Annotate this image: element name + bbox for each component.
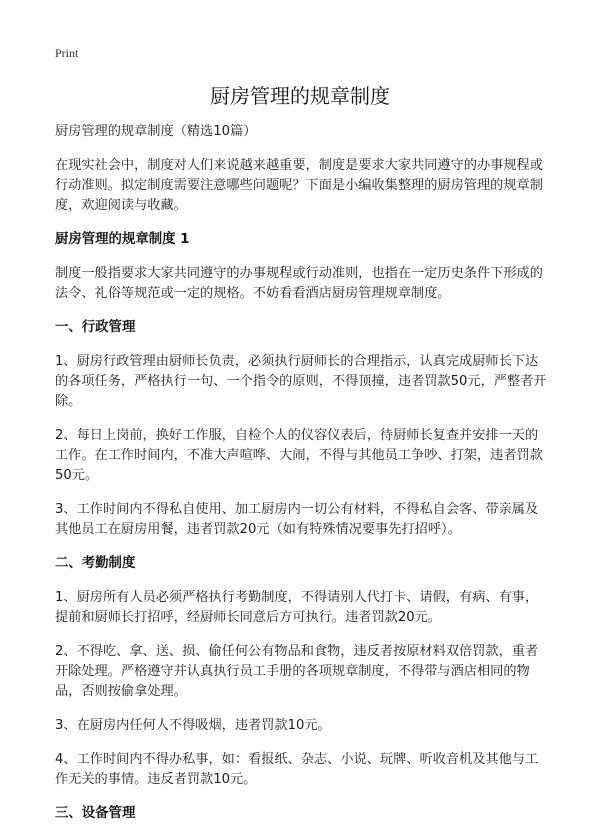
print-link[interactable]: Print: [55, 46, 79, 60]
part-heading-attendance: 二、考勤制度: [55, 556, 136, 571]
section-1-intro: 制度一般指要求大家共同遵守的办事规程或行动准则，也指在一定历史条件下形成的法令、礼俗等规范或一定的规格。不妨看看酒店厨房管理规章制度。: [55, 266, 543, 301]
document-body: [55, 122, 550, 838]
attendance-rule-3: 3、在厨房内任何人不得吸烟，违者罚款10元。: [55, 718, 331, 733]
part-heading-admin: 一、行政管理: [55, 320, 136, 335]
admin-rule-1: 1、厨房行政管理由厨师长负责，必须执行厨师长的合理指示，认真完成厨师长下达的各项任务，严格执行一句、一个指令的原则，不得顶撞，违者罚款50元，严整者开除。: [55, 354, 547, 409]
document-subtitle: 厨房管理的规章制度（精选10篇）: [55, 124, 257, 139]
attendance-rule-2: 2、不得吃、拿、送、损、偷任何公有物品和食物，违反者按原材料双倍罚款，重者开除处理。严格遵守并认真执行员工手册的各项规章制度，不得带与酒店相同的物品，否则按偷拿处理。: [55, 644, 539, 699]
document-title: 厨房管理的规章制度: [210, 84, 390, 108]
attendance-rule-1: 1、厨房所有人员必须严格执行考勤制度，不得请别人代打卡、请假，有病、有事，提前和厨师长打招呼，经厨师长同意后方可执行。违者罚款20元。: [55, 590, 539, 625]
admin-rule-3: 3、工作时间内不得私自使用、加工厨房内一切公有材料，不得私自会客、带亲属及其他员工在厨房用餐，违者罚款20元（如有特殊情况要事先打招呼）。: [55, 502, 539, 537]
attendance-rule-4: 4、工作时间内不得办私事，如：看报纸、杂志、小说、玩牌、听收音机及其他与工作无关的事情。违反者罚款10元。: [55, 752, 539, 787]
admin-rule-2: 2、每日上岗前，换好工作服，自检个人的仪容仪表后，待厨师长复查并安排一天的工作。在工作时间内，不准大声喧哗、大闹，不得与其他员工争吵、打架，违者罚款50元。: [55, 428, 543, 483]
intro-paragraph: 在现实社会中，制度对人们来说越来越重要，制度是要求大家共同遵守的办事规程或行动准则。拟定制度需要注意哪些问题呢？下面是小编收集整理的厨房管理的规章制度，欢迎阅读与收藏。: [55, 158, 543, 213]
section-heading-1: 厨房管理的规章制度 1: [55, 232, 190, 247]
part-heading-equipment: 三、设备管理: [55, 806, 136, 821]
